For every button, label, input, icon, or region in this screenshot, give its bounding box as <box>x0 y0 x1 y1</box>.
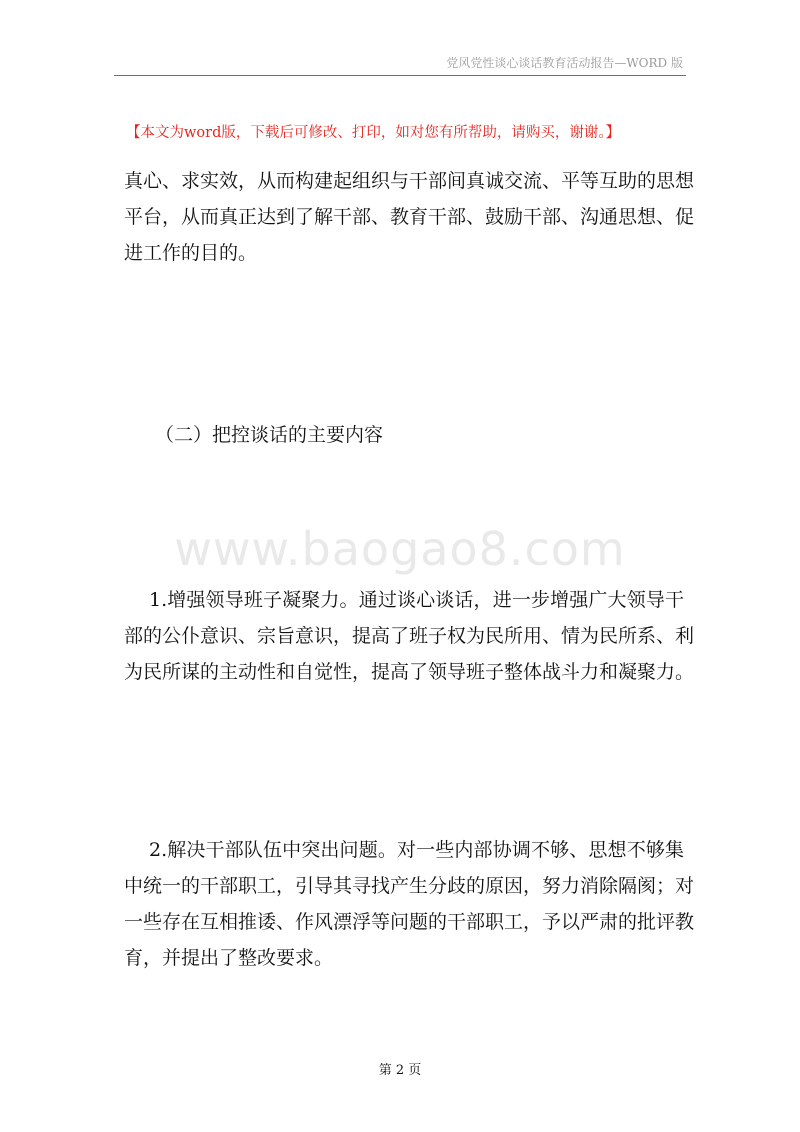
paragraph-item-1 <box>124 582 695 690</box>
text-line: 中统一的干部职工，引导其寻找产生分歧的原因，努力消除隔阂；对 <box>124 875 695 897</box>
watermark: www.baogao8.com <box>174 522 626 576</box>
purchase-notice: 【本文为word版，下载后可修改、打印，如对您有所帮助，请购买，谢谢。】 <box>126 125 621 141</box>
text-line: 部的公仆意识、宗旨意识，提高了班子权为民所用、情为民所系、利 <box>124 625 695 647</box>
text-line: 一些存在互相推诿、作风漂浮等问题的干部职工，予以严肃的批评教 <box>124 911 695 933</box>
text-line: 平台，从而真正达到了解干部、教育干部、鼓励干部、沟通思想、促 <box>124 206 695 228</box>
header-title: 党风党性谈心谈话教育活动报告—WORD 版 <box>446 56 683 70</box>
header-divider <box>114 75 686 76</box>
page-number: 第 2 页 <box>378 1063 422 1078</box>
text-line: 2.解决干部队伍中突出问题。对一些内部协调不够、思想不够集 <box>149 839 684 861</box>
paragraph-item-2 <box>124 832 695 976</box>
text-line: 育，并提出了整改要求。 <box>124 947 334 969</box>
text-line: 真心、求实效，从而构建起组织与干部间真诚交流、平等互助的思想 <box>124 170 695 192</box>
section-heading: （二）把控谈话的主要内容 <box>155 424 384 446</box>
text-line: 为民所谋的主动性和自觉性，提高了领导班子整体战斗力和凝聚力。 <box>124 661 695 683</box>
text-line: 进工作的目的。 <box>124 242 258 264</box>
paragraph-intro <box>124 163 695 271</box>
text-line: 1.增强领导班子凝聚力。通过谈心谈话，进一步增强广大领导干 <box>149 589 684 611</box>
